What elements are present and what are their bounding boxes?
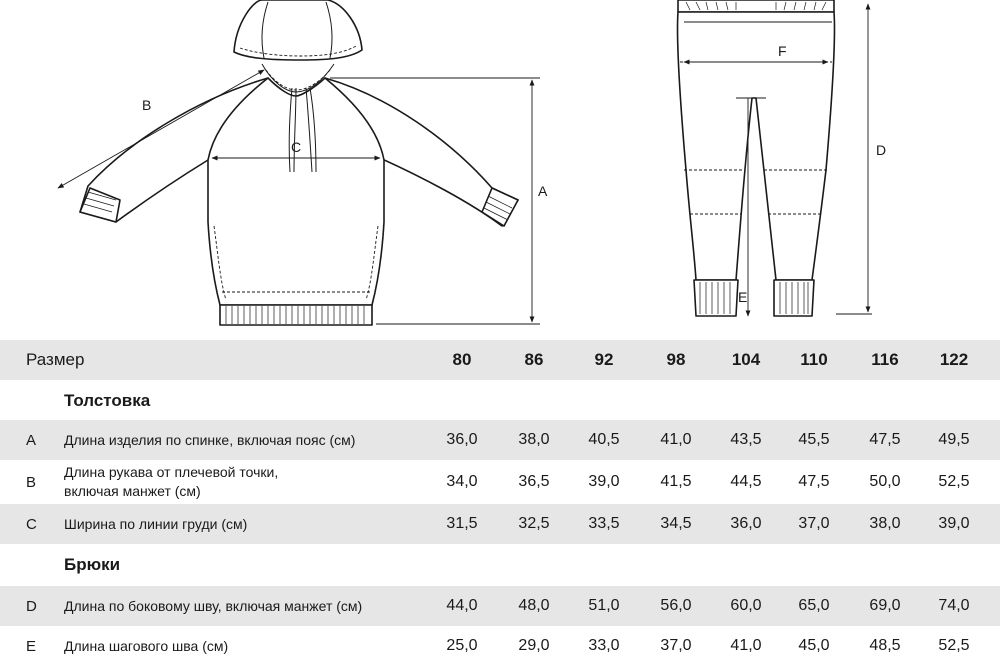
size-column-header: 122 xyxy=(939,350,969,369)
measurement-letter: A xyxy=(26,431,37,449)
dimension-label-e: E xyxy=(738,289,748,305)
measurement-value: 74,0 xyxy=(938,597,970,614)
section-title-row xyxy=(0,544,1000,586)
description-line: Длина изделия по спинке, включая пояс (см) xyxy=(64,431,356,448)
dimension-label-b: B xyxy=(142,97,152,113)
section-title: Толстовка xyxy=(64,391,151,410)
measurement-value: 41,0 xyxy=(660,431,692,448)
measurement-value: 38,0 xyxy=(869,515,901,532)
measurement-value: 33,0 xyxy=(588,637,620,654)
measurement-value: 44,5 xyxy=(730,473,762,490)
measurement-value: 40,5 xyxy=(588,431,620,448)
measurement-value: 47,5 xyxy=(869,431,901,448)
measurement-description xyxy=(64,463,278,501)
measurement-value: 37,0 xyxy=(660,637,692,654)
measurement-value: 43,5 xyxy=(730,431,762,448)
measurement-value: 65,0 xyxy=(798,597,830,614)
measurement-value: 25,0 xyxy=(446,637,478,654)
measurement-description xyxy=(64,597,362,616)
description-line: Длина рукава от плечевой точки, xyxy=(64,464,279,480)
measurement-description xyxy=(64,637,228,656)
measurement-row xyxy=(0,626,1000,666)
measurement-value: 31,5 xyxy=(446,515,478,532)
measurement-row xyxy=(0,504,1000,544)
pants-sketch xyxy=(677,0,834,316)
hoodie-sketch xyxy=(80,0,518,325)
measurement-value: 34,5 xyxy=(660,515,692,532)
size-column-header: 116 xyxy=(871,350,899,369)
measurement-value: 44,0 xyxy=(446,597,478,614)
description-line: Длина шагового шва (см) xyxy=(64,637,229,654)
dimension-label-d: D xyxy=(876,142,887,158)
measurement-value: 51,0 xyxy=(588,597,620,614)
measurement-value: 48,5 xyxy=(869,637,901,654)
measurement-letter: E xyxy=(26,637,37,655)
measurement-value: 56,0 xyxy=(660,597,692,614)
measurement-value: 60,0 xyxy=(730,597,762,614)
size-header-label: Размер xyxy=(26,350,85,369)
measurement-value: 29,0 xyxy=(518,637,550,654)
measurement-value: 49,5 xyxy=(938,431,970,448)
size-column-header: 80 xyxy=(452,350,472,369)
measurement-value: 45,5 xyxy=(798,431,830,448)
measurement-value: 34,0 xyxy=(446,473,478,490)
measurement-value: 38,0 xyxy=(518,431,550,448)
measurement-value: 39,0 xyxy=(588,473,620,490)
measurement-value: 36,0 xyxy=(730,515,762,532)
measurement-value: 32,5 xyxy=(518,515,550,532)
dimension-label-c: C xyxy=(291,139,302,155)
measurement-row xyxy=(0,460,1000,504)
measurement-value: 47,5 xyxy=(798,473,830,490)
size-column-header: 104 xyxy=(731,350,761,369)
size-column-header: 98 xyxy=(666,350,686,369)
description-line: Длина по боковому шву, включая манжет (см) xyxy=(64,597,363,614)
measurement-value: 37,0 xyxy=(798,515,830,532)
section-title-row xyxy=(0,380,1000,422)
table-header-row xyxy=(0,340,1000,380)
dimension-label-f: F xyxy=(778,43,787,59)
size-column-header: 92 xyxy=(594,350,614,369)
measurement-value: 69,0 xyxy=(869,597,901,614)
measurement-value: 52,5 xyxy=(938,637,970,654)
measurement-description xyxy=(64,515,247,534)
measurement-value: 52,5 xyxy=(938,473,970,490)
size-table xyxy=(0,340,1000,666)
dimension-label-a: A xyxy=(538,183,548,199)
measurement-row xyxy=(0,420,1000,460)
size-column-header: 86 xyxy=(524,350,544,369)
measurement-value: 36,5 xyxy=(518,473,550,490)
measurement-description xyxy=(64,431,355,450)
measurement-value: 48,0 xyxy=(518,597,550,614)
measurement-value: 50,0 xyxy=(869,473,901,490)
measurement-value: 45,0 xyxy=(798,637,830,654)
measurement-row xyxy=(0,586,1000,626)
measurement-value: 41,0 xyxy=(730,637,762,654)
measurement-letter: B xyxy=(26,473,37,491)
measurement-value: 36,0 xyxy=(446,431,478,448)
measurement-value: 41,5 xyxy=(660,473,692,490)
size-column-header: 110 xyxy=(800,350,828,369)
measurement-letter: D xyxy=(26,597,37,615)
measurement-value: 39,0 xyxy=(938,515,970,532)
measurement-letter: C xyxy=(26,515,37,533)
measurement-value: 33,5 xyxy=(588,515,620,532)
description-line: включая манжет (см) xyxy=(64,483,201,499)
section-title: Брюки xyxy=(64,555,121,574)
description-line: Ширина по линии груди (см) xyxy=(64,515,248,532)
